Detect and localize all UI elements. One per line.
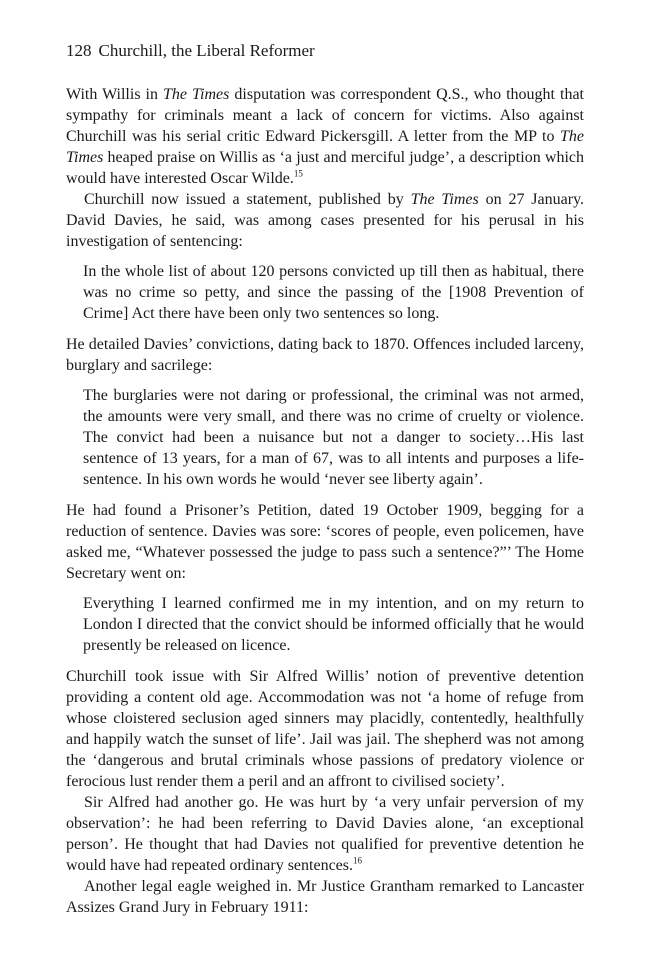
paragraph-3: He detailed Davies’ convictions, dating back to 1870. Offences included larceny, burglary and sacrilege:	[66, 336, 584, 374]
footnote-marker: 15	[293, 168, 303, 179]
newspaper-title: The Times	[410, 191, 479, 208]
text-run: Sir Alfred had another go. He was hurt by ‘a very unfair perversion of my observation’: he had been referring to David Davies alone, ‘an exceptional person’. He thought that had Davies not qualified for preventive detention he would have had repeated ordinary sentences.	[66, 794, 584, 874]
running-title: Churchill, the Liberal Reformer	[98, 41, 315, 60]
newspaper-title: The Times	[66, 128, 584, 166]
footnote-marker: 16	[353, 855, 362, 866]
text-run: heaped praise on Willis as ‘a just and merciful judge’, a description which would have interested Oscar Wilde.	[66, 149, 584, 187]
paragraph-5: Churchill took issue with Sir Alfred Willis’ notion of preventive detention providing a content old age. Accommodation was not ‘a home of refuge from whose cloistered seclusion aged sinners may placidly, contentedly, healthfully and happily watch the sunset of life’. Jail was jail. The shepherd was not among the ‘dangerous and brutal criminals whose passions of predatory violence or ferocious lust render them a peril and an affront to civilised society’.	[66, 668, 584, 790]
paragraph-4: He had found a Prisoner’s Petition, dated 19 October 1909, begging for a reduction of sentence. Davies was sore: ‘scores of people, even policemen, have asked me, “Whatever possessed the judge to pass such a sentence?”’ The Home Secretary went on:	[66, 502, 584, 582]
page-number: 128	[66, 41, 92, 60]
paragraph-6	[66, 792, 584, 876]
block-quote-1: In the whole list of about 120 persons convicted up till then as habitual, there was no crime so petty, and since the passing of the [1908 Prevention of Crime] Act there have been only two sentences so long.	[83, 263, 584, 322]
text-run: disputation was correspondent Q.S., who thought that sympathy for criminals meant a lack of concern for victims. Also against Churchill was his serial critic Edward Pickersgill. A letter from the MP to	[66, 86, 585, 145]
running-header	[66, 40, 584, 62]
block-quote-3: Everything I learned confirmed me in my intention, and on my return to London I directed that the convict should be informed officially that he would presently be released on licence.	[83, 595, 584, 654]
paragraph-7: Another legal eagle weighed in. Mr Justice Grantham remarked to Lancaster Assizes Grand Jury in February 1911:	[66, 878, 584, 916]
paragraph-1	[66, 84, 584, 189]
newspaper-title: The Times	[163, 86, 230, 103]
paragraph-2	[66, 189, 584, 252]
text-run: on 27 January. David Davies, he said, was among cases presented for his perusal in his investigation of sentencing:	[66, 191, 585, 250]
text-run: Churchill now issued a statement, published by	[84, 191, 411, 208]
text-run: With Willis in	[66, 86, 164, 103]
block-quote-2: The burglaries were not daring or professional, the criminal was not armed, the amounts were very small, and there was no crime of cruelty or violence. The convict had been a nuisance but not a danger to society…His last sentence of 13 years, for a man of 67, was to all intents and purposes a life-sentence. In his own words he would ‘never see liberty again’.	[83, 387, 584, 488]
